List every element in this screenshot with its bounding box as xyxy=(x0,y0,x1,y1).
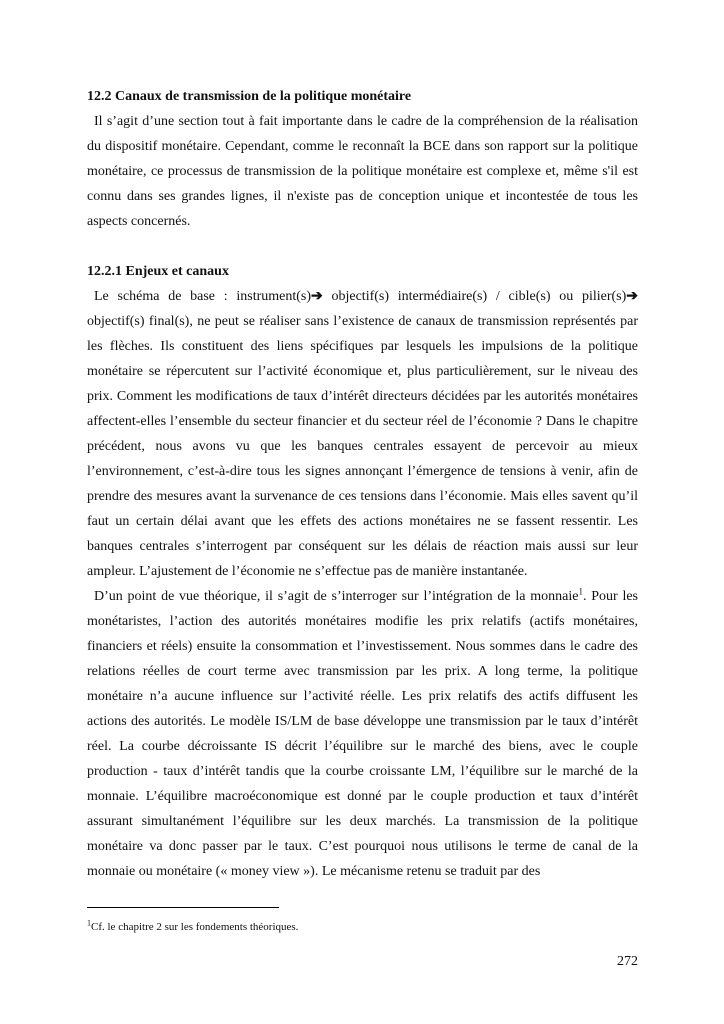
section-heading: 12.2 Canaux de transmission de la politique monétaire xyxy=(87,89,412,104)
section-paragraph: Il s’agit d’une section tout à fait importante dans le cadre de la compréhension de la réalisation du dispositif monétaire. Cependant, comme le reconnaît la BCE dans son rapport sur la politique monétaire, ce processus de transmission de la politique monétaire est complexe et, même s'il est connu dans ses grandes lignes, il n'existe pas de conception unique et incontestée de tous les aspects concernés. xyxy=(87,114,638,229)
paragraph-text: objectif(s) intermédiaire(s) / cible(s) ou pilier(s) xyxy=(322,289,627,304)
spacer xyxy=(87,234,638,259)
subsection-paragraph-1 xyxy=(87,284,638,584)
paragraph-text: . Pour les monétaristes, l’action des autorités monétaires modifie les prix relatifs (actifs monétaires, financiers et réels) ensuite la consommation et l’investissement. Nous sommes dans le cadre des relations réelles de court terme avec transmission par les prix. A long terme, la politique monétaire n’a aucune influence sur l’activité réelle. Les prix relatifs des actifs diffusent les actions des autorités. Le modèle IS/LM de base développe une transmission par le taux d’intérêt réel. La courbe décroissante IS décrit l’équilibre sur le marché des biens, avec le couple production - taux d’intérêt tandis que la courbe croissante LM, l’équilibre sur le marché de la monnaie. L’équilibre macroéconomique est donné par le couple production et taux d’intérêt assurant simultanément l’équilibre sur les deux marchés. La transmission de la politique monétaire va donc passer par le taux. C’est pourquoi nous utilisons le terme de canal de la monnaie ou monétaire (« money view »). Le mécanisme retenu se traduit par des xyxy=(87,589,639,879)
subsection-heading: 12.2.1 Enjeux et canaux xyxy=(87,264,229,279)
footnote-text: Cf. le chapitre 2 sur les fondements théoriques. xyxy=(91,921,299,933)
subsection-paragraph-2 xyxy=(87,584,638,884)
page-number: 272 xyxy=(617,954,638,969)
arrow-icon: ➔ xyxy=(311,289,323,304)
footnote-mark: 1 xyxy=(87,918,91,928)
footnote xyxy=(87,918,299,933)
footnote-reference[interactable]: 1 xyxy=(578,586,583,597)
paragraph-text: objectif(s) final(s), ne peut se réaliser sans l’existence de canaux de transmission représentés par les flèches. Ils constituent des liens spécifiques par lesquels les impulsions de la politique monétaire se répercutent sur l’activité économique et, plus particulièrement, sur le niveau des prix. Comment les modifications de taux d’intérêt directeurs décidées par les autorités monétaires affectent-elles l’ensemble du secteur financier et du secteur réel de l’économie ? Dans le chapitre précédent, nous avons vu que les banques centrales essayent de percevoir au mieux l’environnement, c’est-à-dire tous les signes annonçant l’émergence de tensions à venir, afin de prendre des mesures avant la survenance de ces tensions dans l’économie. Mais elles savent qu’il faut un certain délai avant que les effets des actions monétaires ne se fassent ressentir. Les banques centrales s’interrogent par conséquent sur les délais de réaction mais aussi sur leur ampleur. L’ajustement de l’économie ne s’effectue pas de manière instantanée. xyxy=(87,314,638,579)
page-body xyxy=(87,84,638,884)
paragraph-text: Le schéma de base : instrument(s) xyxy=(94,289,312,304)
footnote-divider xyxy=(87,907,279,908)
paragraph-text: D’un point de vue théorique, il s’agit de s’interroger sur l’intégration de la monnaie xyxy=(94,589,579,604)
arrow-icon: ➔ xyxy=(626,289,638,304)
